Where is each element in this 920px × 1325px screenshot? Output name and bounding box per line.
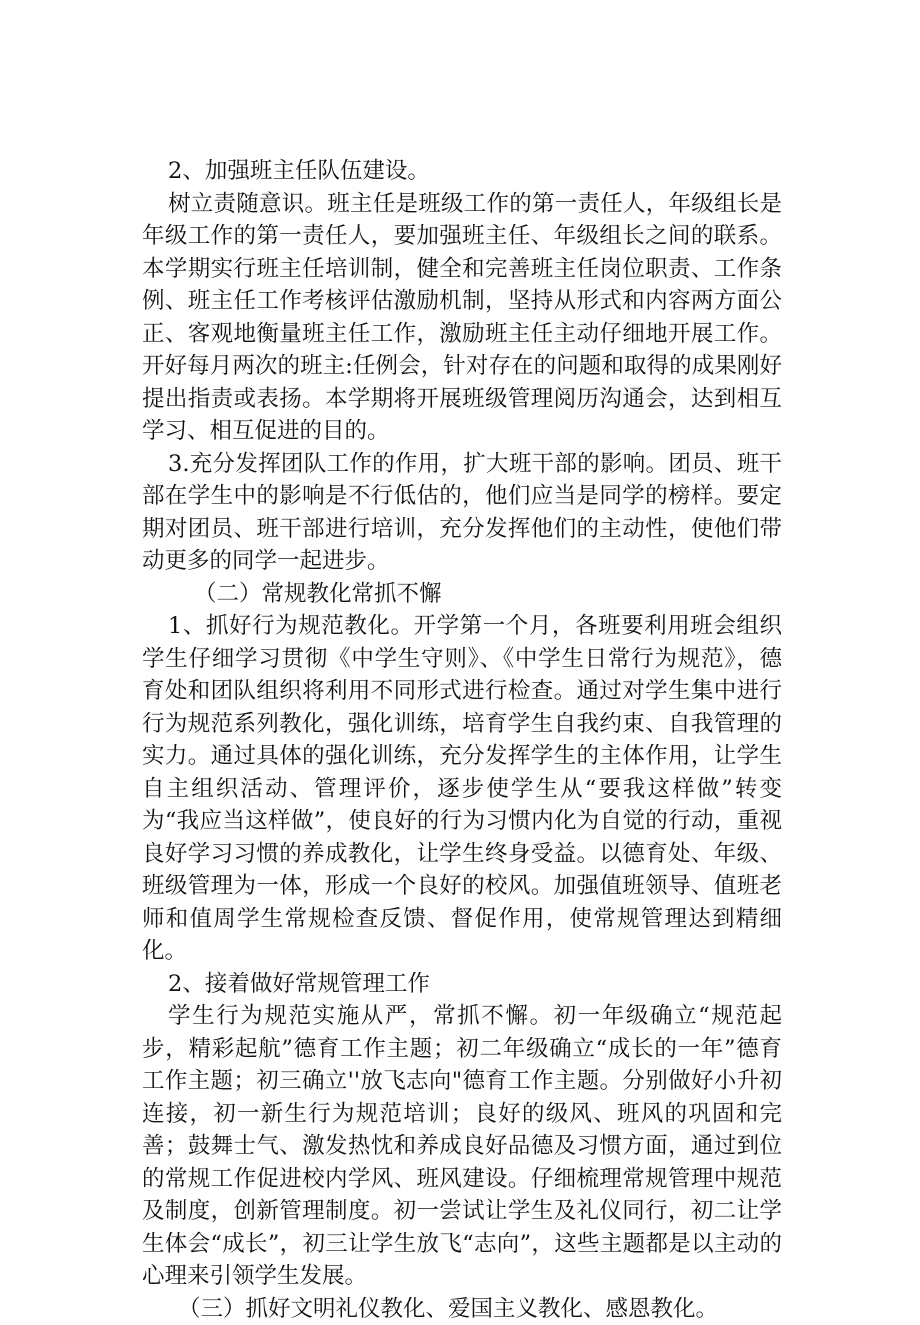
section-heading-class-teacher: 2、加强班主任队伍建设。	[142, 155, 782, 188]
paragraph-team-work: 3.充分发挥团队工作的作用，扩大班干部的影响。团员、班干部在学生中的影响是不行低估的，他们应当是同学的榜样。要定期对团员、班干部进行培训，充分发挥他们的主动性，使他们带动更多的同学一起进步。	[142, 448, 782, 578]
section-heading-routine-education: （二）常规教化常抓不懈	[142, 578, 782, 611]
section-heading-routine-management: 2、接着做好常规管理工作	[142, 968, 782, 1001]
paragraph-responsibility: 树立责随意识。班主任是班级工作的第一责任人，年级组长是年级工作的第一责任人，要加强班主任、年级组长之间的联系。本学期实行班主任培训制，健全和完善班主任岗位职责、工作条例、班主任工作考核评估激励机制，坚持从形式和内容两方面公正、客观地衡量班主任工作，激励班主任主动仔细地开展工作。开好每月两次的班主:任例会，针对存在的问题和取得的成果刚好提出指责或表扬。本学期将开展班级管理阅历沟通会，达到相互学习、相互促进的目的。	[142, 188, 782, 448]
paragraph-grade-themes: 学生行为规范实施从严，常抓不懈。初一年级确立“规范起步，精彩起航”德育工作主题；初二年级确立“成长的一年”德育工作主题；初三确立''放飞志向"德育工作主题。分别做好小升初连接，初一新生行为规范培训；良好的级风、班风的巩固和完善；鼓舞士气、激发热忱和养成良好品德及习惯方面，通过到位的常规工作促进校内学风、班风建设。仔细梳理常规管理中规范及制度，创新管理制度。初一尝试让学生及礼仪同行，初二让学生体会“成长”，初三让学生放飞“志向”，这些主题都是以主动的心理来引领学生发展。	[142, 1000, 782, 1293]
section-heading-etiquette-education: （三）抓好文明礼仪教化、爱国主义教化、感恩教化。	[142, 1293, 782, 1325]
paragraph-behavior-norms: 1、抓好行为规范教化。开学第一个月，各班要利用班会组织学生仔细学习贯彻《中学生守则》、《中学生日常行为规范》，德育处和团队组织将利用不同形式进行检查。通过对学生集中进行行为规范系列教化，强化训练，培育学生自我约束、自我管理的实力。通过具体的强化训练，充分发挥学生的主体作用，让学生自主组织活动、管理评价，逐步使学生从“要我这样做”转变为“我应当这样做”，使良好的行为习惯内化为自觉的行动，重视良好学习习惯的养成教化，让学生终身受益。以德育处、年级、班级管理为一体，形成一个良好的校风。加强值班领导、值班老师和值周学生常规检查反馈、督促作用，使常规管理达到精细化。	[142, 610, 782, 968]
document-body	[142, 155, 782, 1325]
